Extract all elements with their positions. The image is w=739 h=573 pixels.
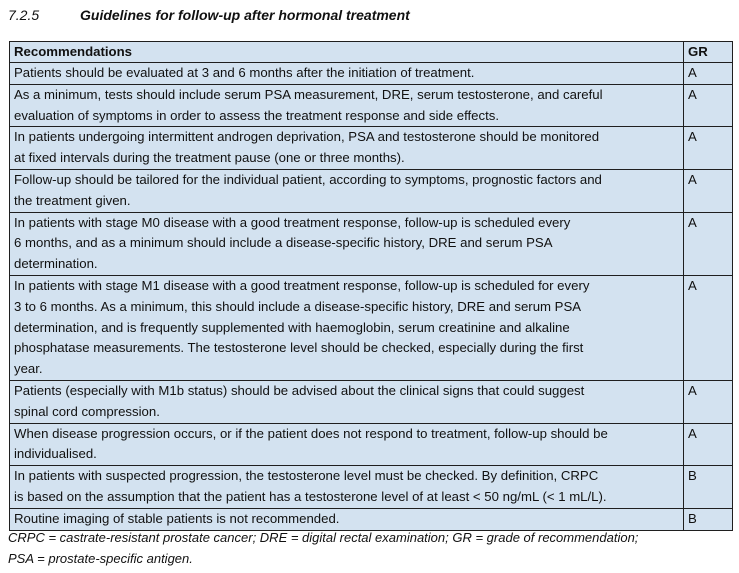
table-row [10,127,733,170]
recommendation-line: determination. [14,256,98,272]
recommendation-text [10,169,684,212]
recommendation-line: determination, and is frequently supplemented with haemoglobin, serum creatinine and alkaline [14,319,570,335]
table-row [10,169,733,212]
grade-of-recommendation: A [684,275,733,380]
recommendation-line: at fixed intervals during the treatment pause (one or three months). [14,150,405,166]
table-row [10,466,733,509]
recommendation-text [10,84,684,127]
grade-of-recommendation: B [684,508,733,530]
table-row [10,63,733,85]
table-row [10,84,733,127]
grade-of-recommendation: A [684,63,733,85]
recommendation-line: Routine imaging of stable patients is not recommended. [14,510,340,526]
grade-of-recommendation: B [684,466,733,509]
recommendation-line: Patients should be evaluated at 3 and 6 months after the initiation of treatment. [14,65,475,80]
section-heading [8,5,410,25]
recommendation-text [10,508,684,530]
table-row [10,423,733,466]
recommendation-line: is based on the assumption that the patient has a testosterone level of at least < 50 ng/mL (< 1 mL/L). [14,488,607,504]
footnote-line: PSA = prostate-specific antigen. [8,550,193,566]
recommendation-line: 3 to 6 months. As a minimum, this should include a disease-specific history, DRE and serum PSA [14,298,582,314]
table-row [10,212,733,275]
recommendation-text [10,380,684,423]
recommendation-line: In patients with stage M1 disease with a good treatment response, follow-up is scheduled for every [14,277,590,293]
grade-of-recommendation: A [684,423,733,466]
recommendation-line: the treatment given. [14,192,131,208]
grade-of-recommendation: A [684,169,733,212]
recommendation-line: In patients undergoing intermittent androgen deprivation, PSA and testosterone should be monitored [14,129,600,145]
recommendation-text [10,127,684,170]
grade-of-recommendation: A [684,127,733,170]
recommendation-line: As a minimum, tests should include serum PSA measurement, DRE, serum testosterone, and careful [14,86,603,102]
recommendation-text [10,466,684,509]
recommendation-line: In patients with suspected progression, the testosterone level must be checked. By definition, CRPC [14,468,599,484]
recommendation-line: Follow-up should be tailored for the individual patient, according to symptoms, prognostic factors and [14,171,602,187]
grade-of-recommendation: A [684,380,733,423]
recommendations-table [9,41,733,531]
recommendation-line: year. [14,361,43,377]
table-row [10,508,733,530]
abbreviations-footnote [8,528,734,569]
recommendation-line: When disease progression occurs, or if the patient does not respond to treatment, follow-up should be [14,425,608,441]
grade-of-recommendation: A [684,212,733,275]
recommendations-body [10,63,733,531]
header-grade: GR [684,42,733,63]
recommendation-text [10,212,684,275]
recommendation-line: Patients (especially with M1b status) should be advised about the clinical signs that could suggest [14,382,585,398]
recommendation-text [10,63,684,85]
recommendation-line: evaluation of symptoms in order to assess the treatment response and side effects. [14,107,500,123]
grade-of-recommendation: A [684,84,733,127]
header-recommendations: Recommendations [10,42,684,63]
footnote-line: CRPC = castrate-resistant prostate cancer; DRE = digital rectal examination; GR = grade of recommendation; [8,530,639,545]
section-title: Guidelines for follow-up after hormonal treatment [80,7,410,23]
section-number: 7.2.5 [8,7,40,23]
table-header-row [10,42,733,63]
table-row [10,275,733,380]
recommendation-line: individualised. [14,446,97,462]
recommendation-line: 6 months, and as a minimum should include a disease-specific history, DRE and serum PSA [14,235,553,251]
recommendation-text [10,275,684,380]
recommendation-line: spinal cord compression. [14,403,160,419]
recommendation-line: In patients with stage M0 disease with a good treatment response, follow-up is scheduled every [14,214,571,230]
recommendation-text [10,423,684,466]
table-row [10,380,733,423]
recommendation-line: phosphatase measurements. The testosterone level should be checked, especially during the first [14,340,584,356]
